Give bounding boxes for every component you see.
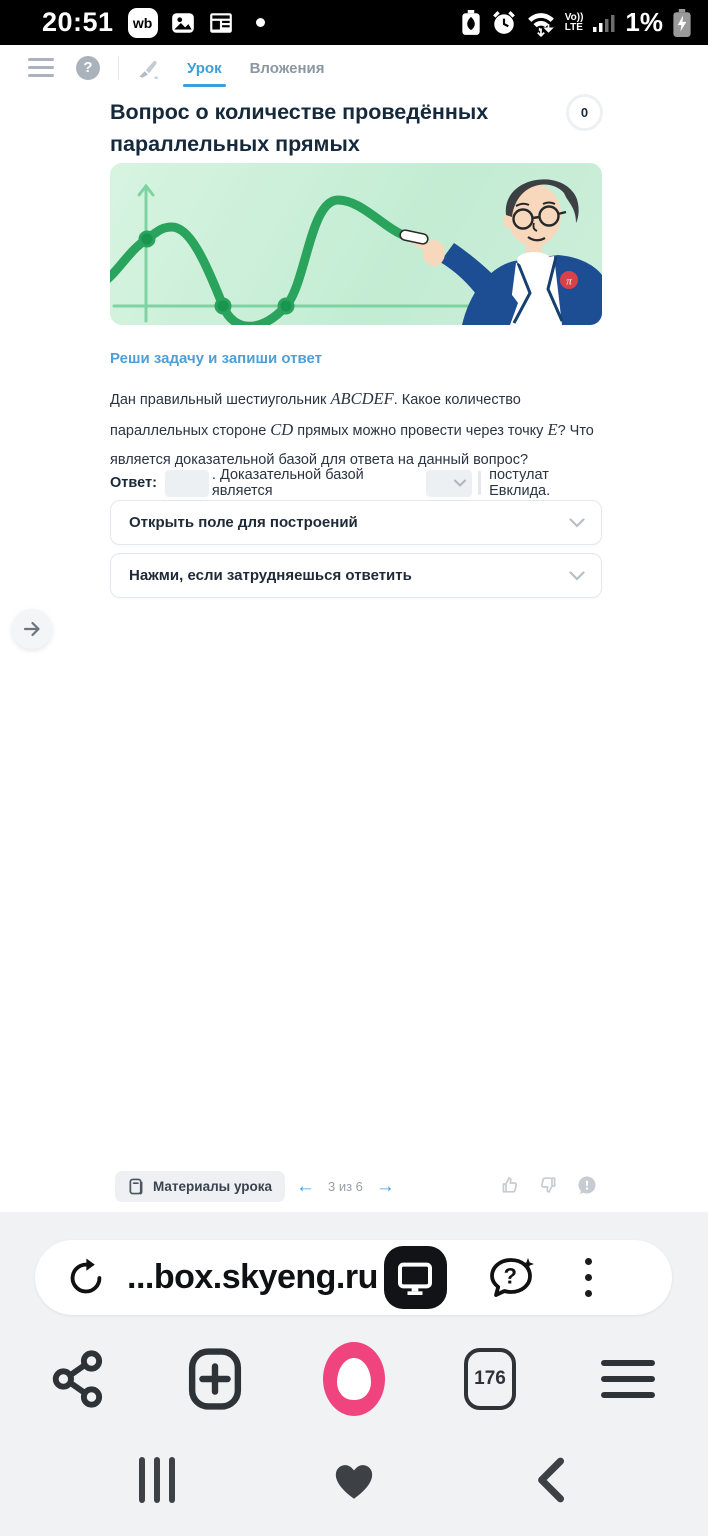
ai-assistant-icon[interactable]	[485, 1254, 537, 1302]
page-title: Вопрос о количестве проведённых параллельных прямых	[110, 100, 489, 156]
answer-text-end: постулат Евклида.	[489, 467, 551, 499]
share-button[interactable]	[33, 1334, 123, 1424]
volte-indicator: Vo)) LTE	[564, 11, 584, 33]
score-badge: 0	[566, 94, 603, 131]
chevron-left-icon	[533, 1457, 567, 1503]
thumbs-down-icon[interactable]	[538, 1175, 558, 1195]
chevron-down-icon	[454, 479, 466, 487]
browser-main-menu-button[interactable]	[583, 1334, 673, 1424]
marker-tool-icon[interactable]	[135, 55, 161, 81]
slide-counter: 3 из 6	[328, 1179, 363, 1194]
url-text[interactable]: ...box.skyeng.ru	[127, 1258, 378, 1296]
heart-icon	[329, 1455, 379, 1505]
lesson-materials-button[interactable]: Материалы урока	[115, 1171, 285, 1202]
next-slide-button[interactable]: →	[375, 1176, 395, 1197]
notification-dot-icon	[256, 18, 265, 27]
math-side-label: CD	[270, 420, 294, 439]
comment-feedback-icon[interactable]	[576, 1174, 598, 1196]
prev-slide-button[interactable]: ←	[296, 1176, 315, 1197]
recents-button[interactable]	[122, 1452, 192, 1508]
tabs-button[interactable]	[445, 1334, 535, 1424]
recents-icon	[139, 1457, 175, 1503]
svg-text:?: ?	[503, 1263, 517, 1289]
book-icon	[128, 1178, 145, 1195]
browser-chrome	[0, 1212, 708, 1536]
problem-text: Дан правильный шестиугольник ABCDEF. Какое количество параллельных стороне CD прямых можно провести через точку E? Что является доказательной базой для ответа на данный вопрос?	[110, 389, 594, 468]
arrow-right-icon	[23, 621, 41, 637]
battery-percent: 1%	[625, 7, 663, 37]
gallery-notification-icon	[170, 10, 196, 36]
status-bar	[0, 0, 708, 45]
next-step-fab[interactable]	[12, 609, 52, 649]
answer-label: Ответ:	[110, 475, 157, 491]
chevron-down-icon	[569, 518, 585, 528]
browser-nav-row	[0, 1334, 708, 1424]
task-heading: Реши задачу и запиши ответ	[110, 350, 322, 367]
clock: 20:51	[42, 7, 114, 37]
chevron-down-icon	[569, 571, 585, 581]
slide-pager	[296, 1171, 395, 1202]
menu-icon[interactable]	[28, 58, 54, 77]
svg-text:π: π	[566, 275, 572, 288]
wb-app-icon: wb	[128, 8, 158, 38]
menu-icon	[601, 1360, 655, 1398]
tab-lesson[interactable]: Урок	[187, 49, 222, 86]
alice-icon	[323, 1342, 385, 1416]
answer-select[interactable]	[426, 470, 472, 497]
math-point-label: E	[547, 420, 558, 439]
thumbs-up-icon[interactable]	[500, 1175, 520, 1195]
tab-attachments[interactable]: Вложения	[249, 60, 325, 77]
teacher-character	[399, 179, 602, 325]
address-bar[interactable]	[35, 1240, 672, 1315]
new-tab-button[interactable]	[170, 1334, 260, 1424]
lesson-illustration	[110, 163, 602, 325]
desktop-mode-icon[interactable]	[384, 1246, 447, 1309]
answer-divider	[478, 471, 481, 495]
answer-row	[110, 468, 608, 498]
graph-teacher-illustration	[110, 163, 602, 325]
accordion-drawing-field[interactable]: Открыть поле для построений	[110, 500, 602, 545]
battery-saver-icon	[460, 10, 482, 36]
refresh-icon[interactable]	[63, 1255, 109, 1301]
wifi-icon	[526, 9, 556, 37]
android-nav-bar	[0, 1424, 708, 1536]
answer-input[interactable]	[165, 470, 209, 497]
signal-bars-icon	[592, 11, 616, 35]
toolbar-divider	[118, 56, 119, 80]
help-icon[interactable]: ?	[76, 56, 100, 80]
accordion-hint[interactable]: Нажми, если затрудняешься ответить	[110, 553, 602, 598]
tabs-counter: 176	[464, 1348, 516, 1410]
alarm-icon	[491, 10, 517, 36]
battery-charging-icon	[672, 9, 692, 37]
math-hexagon-label: ABCDEF	[330, 389, 394, 408]
answer-text-middle: . Доказательной базой является	[211, 467, 364, 499]
news-notification-icon	[208, 10, 234, 36]
home-button[interactable]	[319, 1452, 389, 1508]
back-button[interactable]	[515, 1452, 585, 1508]
feedback-bar	[500, 1174, 598, 1196]
lesson-toolbar	[0, 45, 708, 90]
browser-menu-icon[interactable]	[581, 1254, 596, 1301]
alice-assistant-button[interactable]	[309, 1334, 399, 1424]
